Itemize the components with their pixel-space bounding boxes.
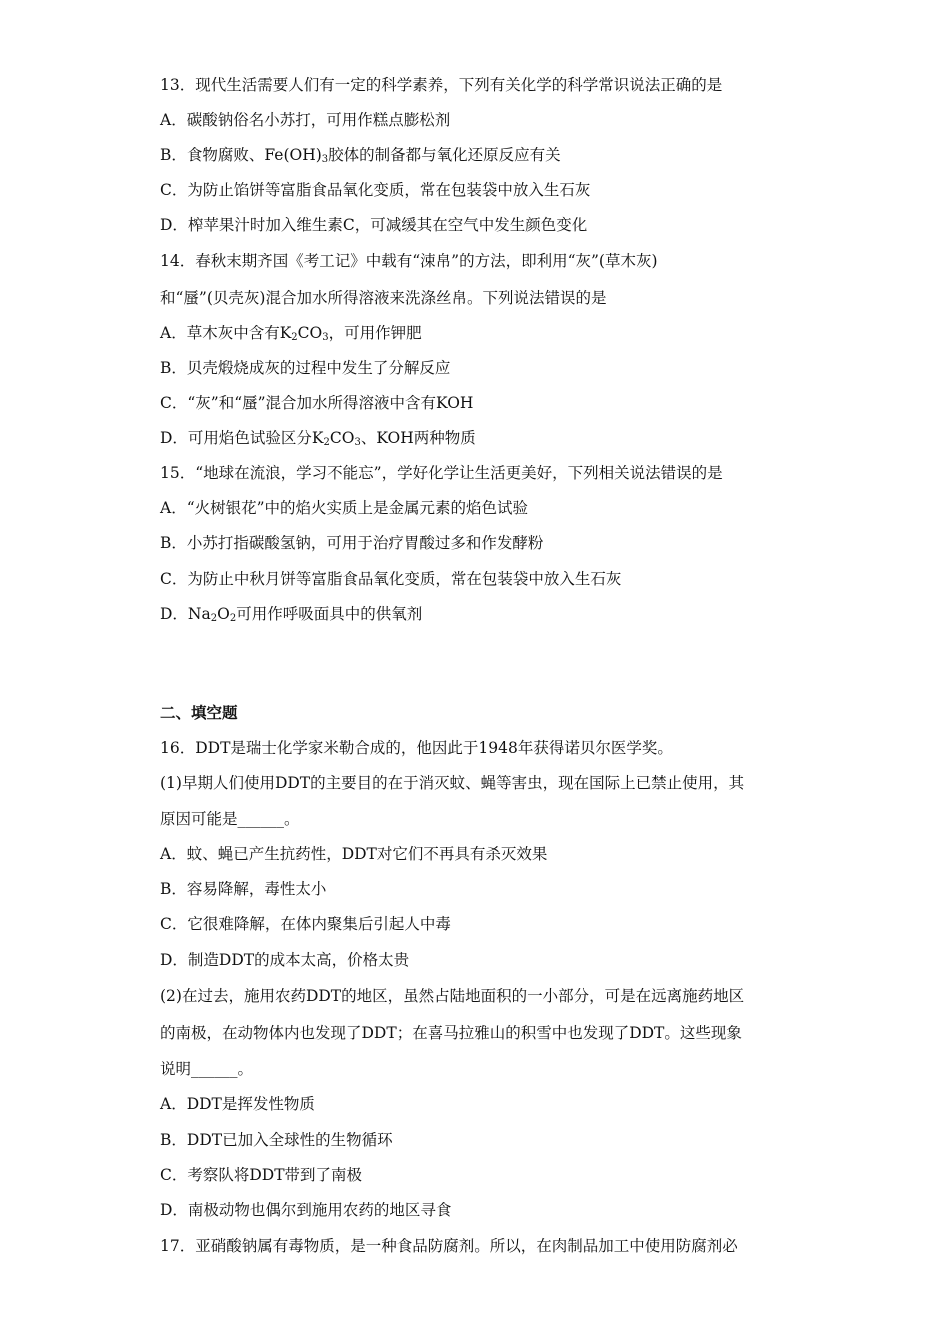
- q14-option-a: A．草木灰中含有$K_2CO_3$，可用作钾肥: [160, 324, 422, 343]
- q14-option-c: C．“灰”和“蜃”混合加水所得溶液中含有KOH: [160, 394, 474, 412]
- q15-stem: 15．“地球在流浪，学习不能忘”，学好化学让生活更美好，下列相关说法错误的是: [160, 464, 723, 482]
- q16-part1-line1: (1)早期人们使用DDT的主要目的在于消灭蚊、蝇等害虫，现在国际上已禁止使用，其: [160, 774, 745, 792]
- q16-part1-option-b: B．容易降解，毒性太小: [160, 880, 327, 898]
- q13-option-b: B．食物腐败、$Fe(OH)_3$胶体的制备都与氧化还原反应有关: [160, 146, 561, 165]
- q15-option-d: D．$Na_2O_2$可用作呼吸面具中的供氧剂: [160, 605, 423, 624]
- q16-part1-option-a: A．蚊、蝇已产生抗药性，DDT对它们不再具有杀灭效果: [160, 845, 548, 863]
- q15-option-c: C．为防止中秋月饼等富脂食品氧化变质，常在包装袋中放入生石灰: [160, 570, 622, 588]
- q14-option-b: B．贝壳煅烧成灰的过程中发生了分解反应: [160, 359, 451, 377]
- q16-part2-option-a: A．DDT是挥发性物质: [160, 1095, 315, 1113]
- q15-option-b: B．小苏打指碳酸氢钠，可用于治疗胃酸过多和作发酵粉: [160, 534, 544, 552]
- q16-part2-line1: (2)在过去，施用农药DDT的地区，虽然占陆地面积的一小部分，可是在远离施药地区: [160, 987, 745, 1005]
- q15-option-a: A．“火树银花”中的焰火实质上是金属元素的焰色试验: [160, 499, 529, 517]
- q13-stem: 13．现代生活需要人们有一定的科学素养，下列有关化学的科学常识说法正确的是: [160, 76, 723, 94]
- q16-stem: 16．DDT是瑞士化学家米勒合成的，他因此于1948年获得诺贝尔医学奖。: [160, 739, 673, 757]
- q13-option-a: A．碳酸钠俗名小苏打，可用作糕点膨松剂: [160, 111, 451, 129]
- q13-option-c: C．为防止馅饼等富脂食品氧化变质，常在包装袋中放入生石灰: [160, 181, 591, 199]
- q16-part2-line3: 说明______。: [160, 1060, 254, 1078]
- q17-stem: 17．亚硝酸钠属有毒物质，是一种食品防腐剂。所以，在肉制品加工中使用防腐剂必: [160, 1237, 738, 1255]
- q16-part2-option-b: B．DDT已加入全球性的生物循环: [160, 1131, 393, 1149]
- q16-part2-line2: 的南极，在动物体内也发现了DDT；在喜马拉雅山的积雪中也发现了DDT。这些现象: [160, 1024, 742, 1042]
- q16-part2-option-c: C．考察队将DDT带到了南极: [160, 1166, 363, 1184]
- q16-part1-option-c: C．它很难降解，在体内聚集后引起人中毒: [160, 915, 451, 933]
- q14-option-d: D．可用焰色试验区分$K_2CO_3$、KOH两种物质: [160, 429, 476, 448]
- q13-option-d: D．榨苹果汁时加入维生素C，可减缓其在空气中发生颜色变化: [160, 216, 588, 234]
- q14-stem-line1: 14．春秋末期齐国《考工记》中载有“涑帛”的方法，即利用“灰”(草木灰): [160, 252, 658, 270]
- q16-part1-option-d: D．制造DDT的成本太高，价格太贵: [160, 951, 410, 969]
- q14-stem-line2: 和“蜃”(贝壳灰)混合加水所得溶液来洗涤丝帛。下列说法错误的是: [160, 289, 607, 307]
- section-heading: 二、填空题: [160, 704, 238, 722]
- q16-part2-option-d: D．南极动物也偶尔到施用农药的地区寻食: [160, 1201, 452, 1219]
- q16-part1-line2: 原因可能是______。: [160, 810, 300, 828]
